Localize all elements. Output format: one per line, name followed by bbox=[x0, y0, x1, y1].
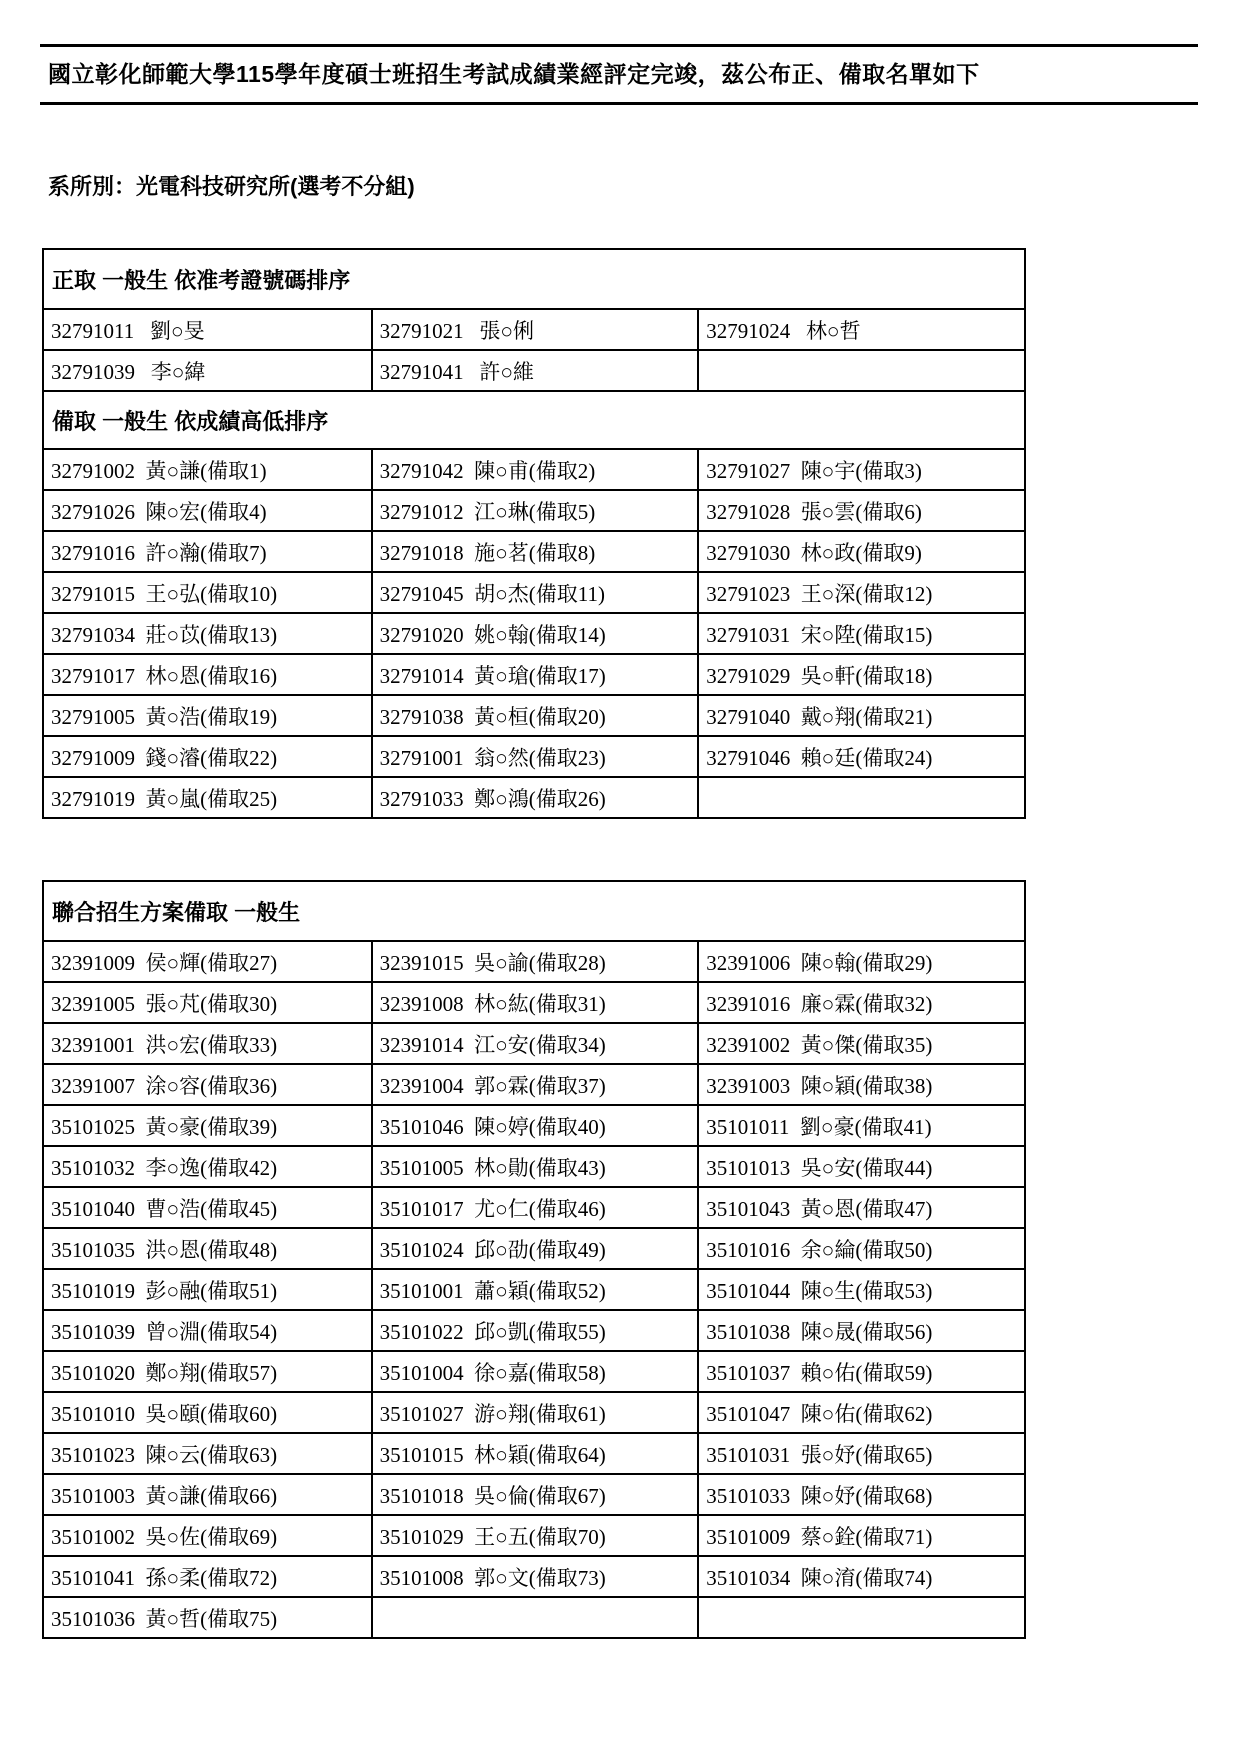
table-row bbox=[44, 349, 1024, 390]
candidate-cell: 32791017 林○恩(備取16) bbox=[51, 663, 278, 688]
candidate-cell: 32791014 黃○瑲(備取17) bbox=[371, 655, 698, 694]
table-row bbox=[44, 308, 1024, 349]
candidate-cell: 32391006 陳○翰(備取29) bbox=[697, 942, 1024, 981]
candidate-cell: 32791027 陳○宇(備取3) bbox=[697, 450, 1024, 489]
candidate-cell: 35101032 李○逸(備取42) bbox=[51, 1155, 278, 1180]
table-row bbox=[44, 1391, 1024, 1432]
candidate-cell: 35101044 陳○生(備取53) bbox=[697, 1270, 1024, 1309]
candidate-cell: 35101002 吳○佐(備取69) bbox=[51, 1524, 278, 1549]
table-row bbox=[44, 1104, 1024, 1145]
candidate-cell: 35101005 林○勛(備取43) bbox=[371, 1147, 698, 1186]
candidate-cell: 35101034 陳○淯(備取74) bbox=[697, 1557, 1024, 1596]
candidate-cell: 35101010 吳○頤(備取60) bbox=[51, 1401, 278, 1426]
candidate-cell: 35101020 鄭○翔(備取57) bbox=[51, 1360, 278, 1385]
table-row bbox=[44, 1022, 1024, 1063]
table-row bbox=[44, 530, 1024, 571]
candidate-cell: 35101035 洪○恩(備取48) bbox=[51, 1237, 278, 1262]
table-row bbox=[44, 1555, 1024, 1596]
candidate-cell: 32791001 翁○然(備取23) bbox=[371, 737, 698, 776]
table-row bbox=[44, 448, 1024, 489]
candidate-cell: 35101039 曾○淵(備取54) bbox=[51, 1319, 278, 1344]
candidate-cell: 35101033 陳○妤(備取68) bbox=[697, 1475, 1024, 1514]
section-header: 聯合招生方案備取 一般生 bbox=[52, 899, 301, 925]
candidate-cell: 32391008 林○紘(備取31) bbox=[371, 983, 698, 1022]
table-row bbox=[44, 694, 1024, 735]
candidate-cell: 35101043 黃○恩(備取47) bbox=[697, 1188, 1024, 1227]
candidate-cell: 32791016 許○瀚(備取7) bbox=[51, 540, 267, 565]
candidate-cell: 32791021 張○俐 bbox=[371, 310, 698, 349]
table-row bbox=[44, 653, 1024, 694]
candidate-cell: 32391015 吳○諭(備取28) bbox=[371, 942, 698, 981]
table-row bbox=[44, 1268, 1024, 1309]
candidate-cell: 35101017 尤○仁(備取46) bbox=[371, 1188, 698, 1227]
candidate-cell: 35101001 蕭○穎(備取52) bbox=[371, 1270, 698, 1309]
candidate-cell: 35101016 余○綸(備取50) bbox=[697, 1229, 1024, 1268]
candidate-cell: 32791040 戴○翔(備取21) bbox=[697, 696, 1024, 735]
candidate-cell: 35101018 吳○倫(備取67) bbox=[371, 1475, 698, 1514]
candidate-cell: 35101029 王○五(備取70) bbox=[371, 1516, 698, 1555]
table-row bbox=[44, 776, 1024, 817]
candidate-cell: 32391002 黃○傑(備取35) bbox=[697, 1024, 1024, 1063]
candidate-cell: 32791026 陳○宏(備取4) bbox=[51, 499, 267, 524]
candidate-cell: 32791030 林○政(備取9) bbox=[697, 532, 1024, 571]
candidate-cell: 35101037 賴○佑(備取59) bbox=[697, 1352, 1024, 1391]
candidate-cell: 32791011 劉○旻 bbox=[51, 318, 205, 343]
candidate-cell: 32791033 鄭○鴻(備取26) bbox=[371, 778, 698, 817]
table-row bbox=[44, 1596, 1024, 1637]
candidate-cell: 35101015 林○穎(備取64) bbox=[371, 1434, 698, 1473]
candidate-cell: 32791028 張○雲(備取6) bbox=[697, 491, 1024, 530]
candidate-cell: 35101038 陳○晟(備取56) bbox=[697, 1311, 1024, 1350]
candidate-cell: 35101009 蔡○銓(備取71) bbox=[697, 1516, 1024, 1555]
candidate-cell: 35101019 彭○融(備取51) bbox=[51, 1278, 278, 1303]
table-row bbox=[44, 1145, 1024, 1186]
candidate-cell: 32791019 黃○嵐(備取25) bbox=[51, 786, 278, 811]
candidate-cell: 35101008 郭○文(備取73) bbox=[371, 1557, 698, 1596]
joint-admission-waitlist-table bbox=[42, 880, 1026, 1639]
candidate-cell: 35101003 黃○謙(備取66) bbox=[51, 1483, 278, 1508]
table-row bbox=[44, 1473, 1024, 1514]
admission-results-table bbox=[42, 248, 1026, 819]
table-row bbox=[44, 1186, 1024, 1227]
candidate-cell bbox=[697, 778, 1024, 817]
candidate-cell: 32791020 姚○翰(備取14) bbox=[371, 614, 698, 653]
candidate-cell: 32791031 宋○陞(備取15) bbox=[697, 614, 1024, 653]
candidate-cell: 32791041 許○維 bbox=[371, 351, 698, 390]
candidate-cell: 32791042 陳○甫(備取2) bbox=[371, 450, 698, 489]
candidate-cell: 35101040 曹○浩(備取45) bbox=[51, 1196, 278, 1221]
table-row bbox=[44, 612, 1024, 653]
candidate-cell: 32791009 錢○濬(備取22) bbox=[51, 745, 278, 770]
table-row bbox=[44, 735, 1024, 776]
candidate-cell: 35101027 游○翔(備取61) bbox=[371, 1393, 698, 1432]
candidate-cell: 32391004 郭○霖(備取37) bbox=[371, 1065, 698, 1104]
candidate-cell: 32791046 賴○廷(備取24) bbox=[697, 737, 1024, 776]
candidate-cell bbox=[697, 351, 1024, 390]
table-row bbox=[44, 1063, 1024, 1104]
candidate-cell: 35101011 劉○豪(備取41) bbox=[697, 1106, 1024, 1145]
candidate-cell: 32791024 林○哲 bbox=[697, 310, 1024, 349]
candidate-cell: 35101023 陳○云(備取63) bbox=[51, 1442, 278, 1467]
table-row bbox=[44, 981, 1024, 1022]
candidate-cell: 35101013 吳○安(備取44) bbox=[697, 1147, 1024, 1186]
table-row bbox=[44, 1514, 1024, 1555]
candidate-cell: 32391005 張○芃(備取30) bbox=[51, 991, 278, 1016]
candidate-cell: 32791005 黃○浩(備取19) bbox=[51, 704, 278, 729]
candidate-cell: 32791002 黃○謙(備取1) bbox=[51, 458, 267, 483]
section-header: 備取 一般生 依成績高低排序 bbox=[44, 390, 1024, 448]
candidate-cell: 35101025 黃○豪(備取39) bbox=[51, 1114, 278, 1139]
candidate-cell: 35101046 陳○婷(備取40) bbox=[371, 1106, 698, 1145]
candidate-cell: 35101047 陳○佑(備取62) bbox=[697, 1393, 1024, 1432]
table-row bbox=[44, 1309, 1024, 1350]
candidate-cell: 32791034 莊○苡(備取13) bbox=[51, 622, 278, 647]
candidate-cell: 35101041 孫○柔(備取72) bbox=[51, 1565, 278, 1590]
candidate-cell: 32791018 施○茗(備取8) bbox=[371, 532, 698, 571]
candidate-cell: 32791023 王○深(備取12) bbox=[697, 573, 1024, 612]
department-label: 系所別：光電科技研究所(選考不分組) bbox=[48, 174, 415, 199]
candidate-cell: 32791039 李○緯 bbox=[51, 359, 206, 384]
candidate-cell bbox=[697, 1598, 1024, 1637]
table-row bbox=[44, 1432, 1024, 1473]
candidate-cell: 32391007 涂○容(備取36) bbox=[51, 1073, 278, 1098]
candidate-cell: 35101036 黃○哲(備取75) bbox=[51, 1606, 278, 1631]
candidate-cell: 35101024 邱○劭(備取49) bbox=[371, 1229, 698, 1268]
table-row bbox=[44, 1227, 1024, 1268]
candidate-cell: 32791038 黃○桓(備取20) bbox=[371, 696, 698, 735]
candidate-cell: 32791015 王○弘(備取10) bbox=[51, 581, 278, 606]
candidate-cell: 35101004 徐○嘉(備取58) bbox=[371, 1352, 698, 1391]
candidate-cell: 32791012 江○琳(備取5) bbox=[371, 491, 698, 530]
candidate-cell: 32391014 江○安(備取34) bbox=[371, 1024, 698, 1063]
candidate-cell bbox=[371, 1598, 698, 1637]
announcement-banner: 國立彰化師範大學115學年度碩士班招生考試成績業經評定完竣，茲公布正、備取名單如下 bbox=[40, 44, 1198, 105]
candidate-cell: 32791045 胡○杰(備取11) bbox=[371, 573, 698, 612]
candidate-cell: 35101022 邱○凱(備取55) bbox=[371, 1311, 698, 1350]
table-row bbox=[44, 940, 1024, 981]
candidate-cell: 32391016 廉○霖(備取32) bbox=[697, 983, 1024, 1022]
candidate-cell: 35101031 張○妤(備取65) bbox=[697, 1434, 1024, 1473]
table-row bbox=[44, 489, 1024, 530]
table-row bbox=[44, 1350, 1024, 1391]
candidate-cell: 32391009 侯○輝(備取27) bbox=[51, 950, 278, 975]
candidate-cell: 32391003 陳○穎(備取38) bbox=[697, 1065, 1024, 1104]
candidate-cell: 32791029 吳○軒(備取18) bbox=[697, 655, 1024, 694]
table-row bbox=[44, 571, 1024, 612]
candidate-cell: 32391001 洪○宏(備取33) bbox=[51, 1032, 278, 1057]
section-header: 正取 一般生 依准考證號碼排序 bbox=[52, 267, 351, 293]
